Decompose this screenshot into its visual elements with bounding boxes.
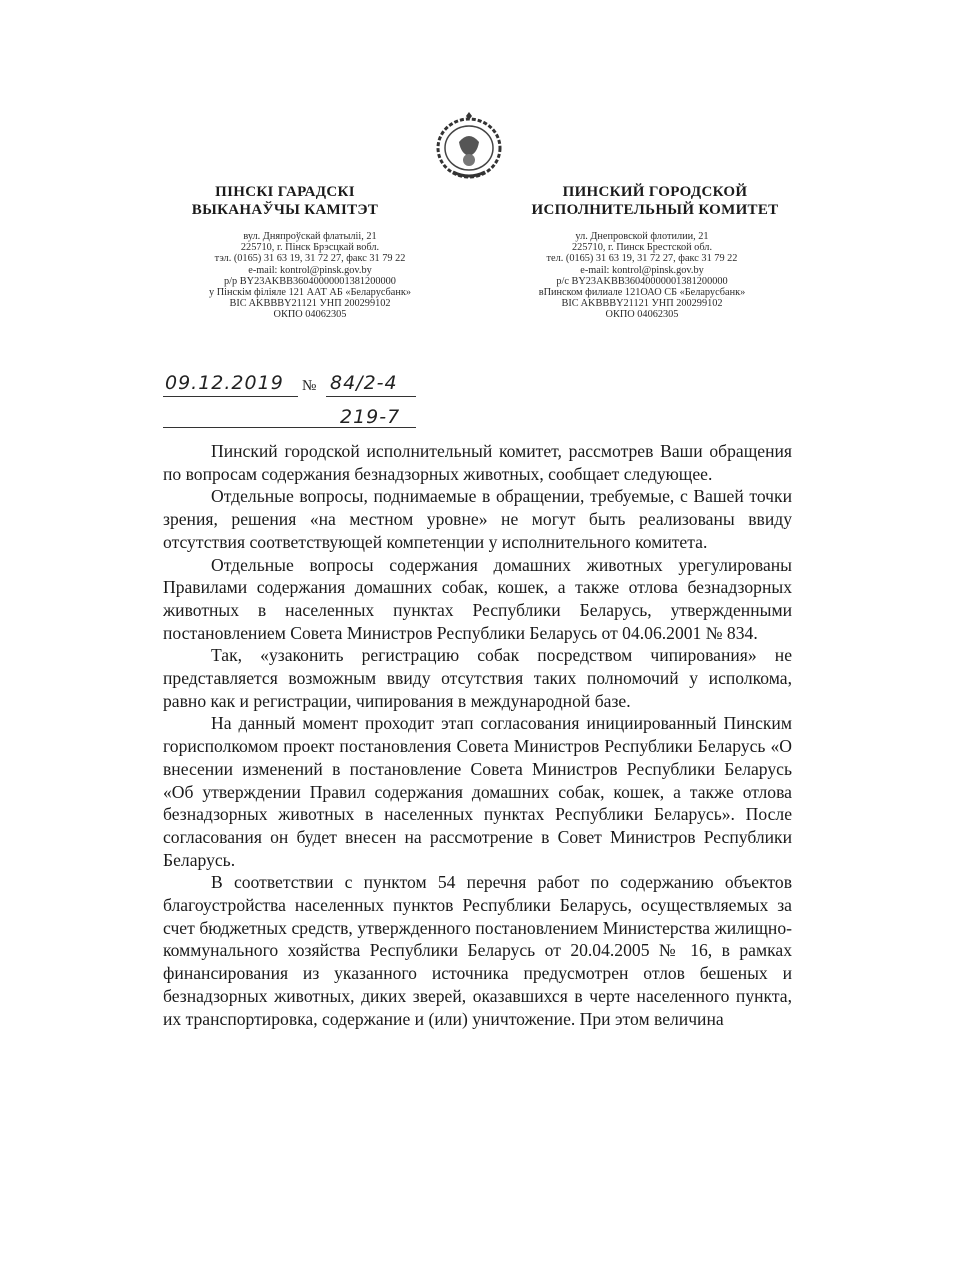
org-name-belarusian xyxy=(150,183,420,219)
requisite-line: ОКПО 04062305 xyxy=(273,309,347,321)
requisites-russian xyxy=(492,231,792,321)
date-underline xyxy=(163,396,298,397)
requisite-line: 225710, г. Пинск Брестской обл. xyxy=(571,242,713,254)
org-name-line: ИСПОЛНИТЕЛЬНЫЙ КОМИТЕТ xyxy=(531,202,779,218)
registration-underline xyxy=(163,427,416,428)
requisite-line: р/р BY23AKBB36040000001381200000 xyxy=(224,275,396,287)
org-name-line: ВЫКАНАЎЧЫ КАМІТЭТ xyxy=(191,202,379,218)
requisite-line: тел. (0165) 31 63 19, 31 72 27, факс 31 79 22 xyxy=(546,253,738,265)
requisite-line: ул. Днепровской флотилии, 21 xyxy=(575,231,709,242)
letter-body xyxy=(163,440,792,1030)
state-emblem-icon xyxy=(433,112,505,180)
document-date: 09.12.2019 xyxy=(165,372,284,394)
requisite-line: e-mail: kontrol@pinsk.gov.by xyxy=(248,264,372,276)
org-name-line: ПИНСКИЙ ГОРОДСКОЙ xyxy=(562,184,748,200)
requisite-line: e-mail: kontrol@pinsk.gov.by xyxy=(580,264,704,276)
requisites-belarusian xyxy=(150,231,470,321)
paragraph: Так, «узаконить регистрацию собак посредством чипирования» не представляется возможным ввиду отсутствия таких полномочий у исполкома, равно как и регистрации, чипирования в международной базе. xyxy=(163,645,792,711)
org-name-line: ПІНСКІ ГАРАДСКІ xyxy=(215,184,355,200)
requisite-line: BIC AKBBBY21121 УНП 200299102 xyxy=(561,298,723,310)
org-name-russian xyxy=(505,183,805,219)
paragraph: Отдельные вопросы содержания домашних животных урегулированы Правилами содержания домашних собак, кошек, а также отлова безнадзорных животных в населенных пунктах Республики Беларусь, утвержденными постановлением Совета Министров Республики Беларусь от 04.06.2001 № 834. xyxy=(163,554,792,643)
requisite-line: тэл. (0165) 31 63 19, 31 72 27, факс 31 79 22 xyxy=(214,253,406,265)
registration-number: 219-7 xyxy=(340,406,401,428)
paragraph: Отдельные вопросы, поднимаемые в обращении, требуемые, с Вашей точки зрения, решения «на местном уровне» не могут быть реализованы ввиду отсутствия соответствующей компетенции у исполнительного комитета. xyxy=(163,486,792,552)
document-number: 84/2-4 xyxy=(330,372,398,394)
paragraph: На данный момент проходит этап согласования инициированный Пинским горисполкомом проект постановления Совета Министров Республики Беларусь «О внесении изменений в постановление Совета Министров Республики Беларусь «Об утверждении Правил содержания домашних собак, кошек, а также отлова безнадзорных животных в населенных пунктах Республики Беларусь». После согласования он будет внесен на рассмотрение в Совет Министров Республики Беларусь. xyxy=(163,713,792,870)
number-sign: № xyxy=(302,378,317,394)
paragraph: В соответствии с пунктом 54 перечня работ по содержанию объектов благоустройства населенных пунктов Республики Беларусь, осуществляемых за счет бюджетных средств, утвержденного постановлением Министерства жилищно-коммунального хозяйства Республики Беларусь от 20.04.2005 № 16, в рамках финансирования из указанного источника предусмотрен отлов бешеных и безнадзорных животных, диких зверей, оказавшихся в черте населенного пункта, их транспортировка, содержание и (или) уничтожение. При этом величина xyxy=(163,872,792,1029)
number-underline xyxy=(326,396,416,397)
requisite-line: р/с BY23AKBB36040000001381200000 xyxy=(556,275,728,287)
requisite-line: BIC AKBBBY21121 УНП 200299102 xyxy=(229,298,391,310)
requisite-line: вул. Дняпроўскай флатыліі, 21 xyxy=(243,231,377,242)
requisite-line: 225710, г. Пінск Брэсцкай вобл. xyxy=(240,242,380,254)
requisite-line: у Пінскім філіяле 121 ААТ АБ «Беларусбанк» xyxy=(208,287,412,299)
requisite-line: ОКПО 04062305 xyxy=(605,309,679,321)
requisite-line: вПинском филиале 121ОАО СБ «Беларусбанк» xyxy=(538,287,746,299)
paragraph: Пинский городской исполнительный комитет, рассмотрев Ваши обращения по вопросам содержания безнадзорных животных, сообщает следующее. xyxy=(163,441,792,484)
